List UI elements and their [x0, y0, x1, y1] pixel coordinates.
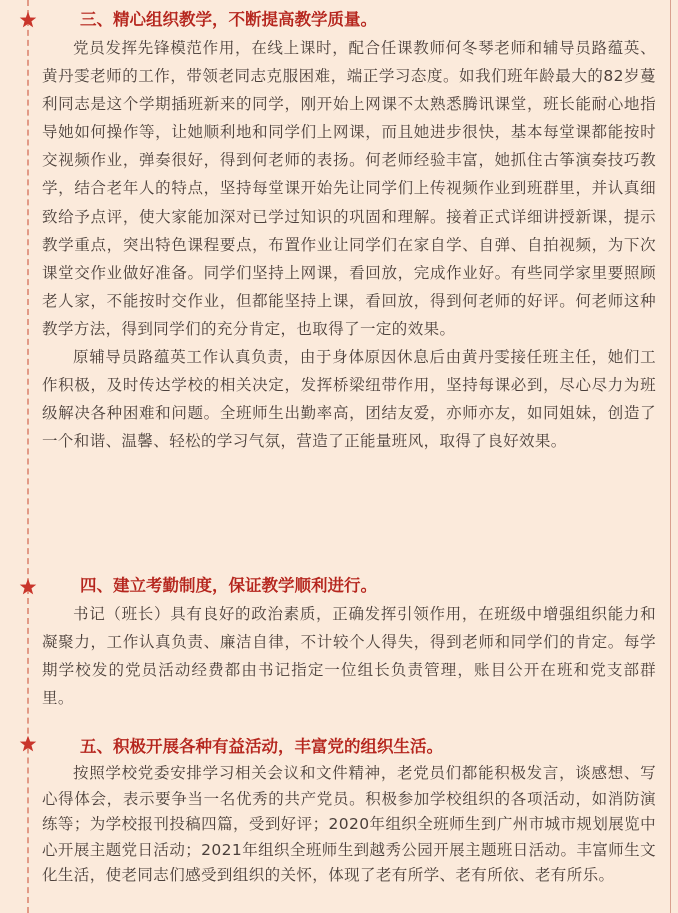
section-activities	[42, 733, 656, 889]
left-dashed-border	[27, 0, 29, 913]
paragraph: 原辅导员路蕴英工作认真负责，由于身体原因休息后由黄丹雯接任班主任，她们工作积极，及时传达学校的相关决定，发挥桥梁纽带作用，坚持每课必到，尽心尽力为班级解决各种困难和问题。全班师生出勤率高，团结友爱，亦师亦友，如同姐妹，创造了一个和谐、温馨、轻松的学习气氛，营造了正能量班风，取得了良好效果。	[42, 348, 656, 451]
paragraph: 书记（班长）具有良好的政治素质，正确发挥引领作用，在班级中增强组织能力和凝聚力，工作认真负责、廉洁自律，不计较个人得失，得到老师和同学们的肯定。每学期学校发的党员活动经费都由书记指定一位组长负责管理，账目公开在班和党支部群里。	[42, 605, 656, 708]
section-attendance	[42, 572, 656, 712]
star-icon	[19, 735, 37, 753]
section-teaching-quality	[42, 6, 656, 455]
section-heading: 四、建立考勤制度，保证教学顺利进行。	[80, 576, 377, 595]
section-heading: 五、积极开展各种有益活动，丰富党的组织生活。	[80, 737, 443, 756]
star-icon	[19, 578, 37, 596]
paragraph: 按照学校党委安排学习相关会议和文件精神，老党员们都能积极发言，谈感想、写心得体会，表示要争当一名优秀的共产党员。积极参加学校组织的各项活动，如消防演练等；为学校报刊投稿四篇，受到好评；2020年组织全班师生到广州市城市规划展览中心开展主题党日活动；2021年组织全班师生到越秀公园开展主题班日活动。丰富师生文化生活，使老同志们感受到组织的关怀，体现了老有所学、老有所依、老有所乐。	[42, 764, 656, 885]
section-heading: 三、精心组织教学，不断提高教学质量。	[80, 10, 377, 29]
right-border	[670, 0, 671, 913]
paragraph: 党员发挥先锋模范作用，在线上课时，配合任课教师何冬琴老师和辅导员路蕴英、黄丹雯老师的工作，带领老同志克服困难，端正学习态度。如我们班年龄最大的82岁蔓利同志是这个学期插班新来的同学，刚开始上网课不太熟悉腾讯课堂，班长能耐心地指导她如何操作等，让她顺利地和同学们上网课，而且她进步很快，基本每堂课都能按时交视频作业，弹奏很好，得到何老师的表扬。何老师经验丰富，她抓住古筝演奏技巧教学，结合老年人的特点，坚持每堂课开始先让同学们上传视频作业到班群里，并认真细致给予点评，使大家能加深对已学过知识的巩固和理解。接着正式详细讲授新课，提示教学重点，突出特色课程要点，布置作业让同学们在家自学、自弹、自拍视频，为下次课堂交作业做好准备。同学们坚持上网课，看回放，完成作业好。有些同学家里要照顾老人家，不能按时交作业，但都能坚持上课，看回放，得到何老师的好评。何老师这种教学方法，得到同学们的充分肯定，也取得了一定的效果。	[42, 39, 656, 338]
star-icon	[19, 11, 37, 29]
